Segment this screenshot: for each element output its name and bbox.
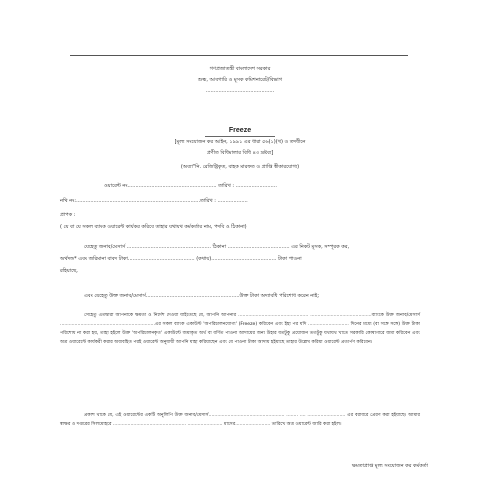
paragraph-2: এবং যেহেতু উক্ত জনাব/মেসার্স...........................................................উক্ত টাকা অদ্যাবধি পরিশোধ করেন নাই;	[84, 293, 320, 299]
paragraph-1-line-3: রহিয়াছে,	[60, 268, 78, 274]
header-dotted-line: ...........................................	[205, 88, 275, 94]
header-government: গণপ্রজাতন্ত্রী বাংলাদেশ সরকার	[209, 66, 271, 72]
signature-line: ক্ষমতাপ্রাপ্ত মূল্য সংযোজন কর কর্মকর্তা	[351, 463, 428, 469]
file-number-field: নথি নং:..............................................................................তারিখ : ...................	[60, 198, 248, 204]
title-underline	[205, 136, 275, 137]
paragraph-4: প্রকাশ থাকে যে, এই ওয়ারেন্টের একটি অনুলিপি উক্ত জনাব/মেসার্স.................................................... ........ .... .......................... এর বরাবরে প্রেরণ করা হইয়াছে। আমার স্বাক্ষর ও দপ্তরের সিলমোহরে .................................................. ........................ মাসের........................ তারিখে অত্র ওয়ারেন্ট জারি করা হইল।	[60, 413, 420, 427]
top-rule	[70, 55, 408, 56]
document-title: Freeze	[228, 127, 252, 134]
paragraph-1-line-1: যেহেতু জনাব/মেসার্স ..................................................... ঠিকানা ....................................... এর নিকট মূসক, সম্পূরক কর,	[84, 244, 350, 250]
paragraph-1-line-2: অর্থদন্ড* এবং জরিমানা বাবদ টাকা.......................................... (কথায়)......................................... টাকা পাওনা	[60, 256, 302, 262]
header-commissionerate: শুল্ক, আবগারি ও মূসক কমিশনারেট/বিভাগ	[198, 77, 282, 83]
law-reference: [মূল্য সংযোজন কর আইন, ১৯৯১ এর ধারা ৫৬(১)(খ) ও তদধীনে	[174, 139, 306, 145]
recipient-label: প্রাপক :	[60, 212, 76, 218]
warrant-number-field: ওয়ারেন্ট নং........................................................ তারিখ : ..........................	[104, 183, 277, 189]
paragraph-3: সেহেতু এতদ্বারা আপনাকে ক্ষমতা ও নির্দেশ দেওয়া যাইতেছে যে, আপনি আপনার ................................................ ..........................................ব্যাংকে উক্ত জনাব/মেসার্স .................................................................এর সকল ব্যাংক একাউন্ট 'অপরিচালনযোগ্য' (Freeze) করিবেন এবং ইহা পর যদি ............................ দিনের মধ্যে (বা সঙ্গে সঙ্গে) উক্ত টাকা পরিশোধ না করা হয়, তাহা হইলে উক্ত 'অপরিচালনকৃত' একাউন্টে জমাকৃত অর্থ বা বর্ণিত পাওনা আদায়ের জন্য উহার যতটুকু প্রয়োজন ততটুকু যথাযথ খাতে সরকারি কোষাগারে জমা করিবেন এবং অত্র ওয়ারেন্টে কার্যকরী করার অব্যবহিত পরই ওয়ারেন্ট অনুযায়ী আপনি যাহা করিয়াছেন এবং যে পাওনা টাকা আদায় হইয়াছে তাহার উল্লেখ করিয়া ওয়ারেন্ট প্রত্যর্পণ করিবেন।	[60, 313, 420, 345]
rule-reference: প্রণীত বিধিমালার বিধি ৪৩ দ্রষ্টব্য]	[206, 150, 274, 156]
recipient-note: ( যে বা যে সকল ব্যাংক ওয়ারেন্ট কার্যকর করিবে তাহার যথাযথ কর্মকর্তার নাম, পদবি ও ঠিকানা)	[60, 224, 247, 230]
delivery-mode: (অব্যা"নি. রেজিষ্ট্রিকৃত, বাহক মারফত ও প্রাপ্তি স্বীকারযোগ্য)	[180, 164, 300, 170]
